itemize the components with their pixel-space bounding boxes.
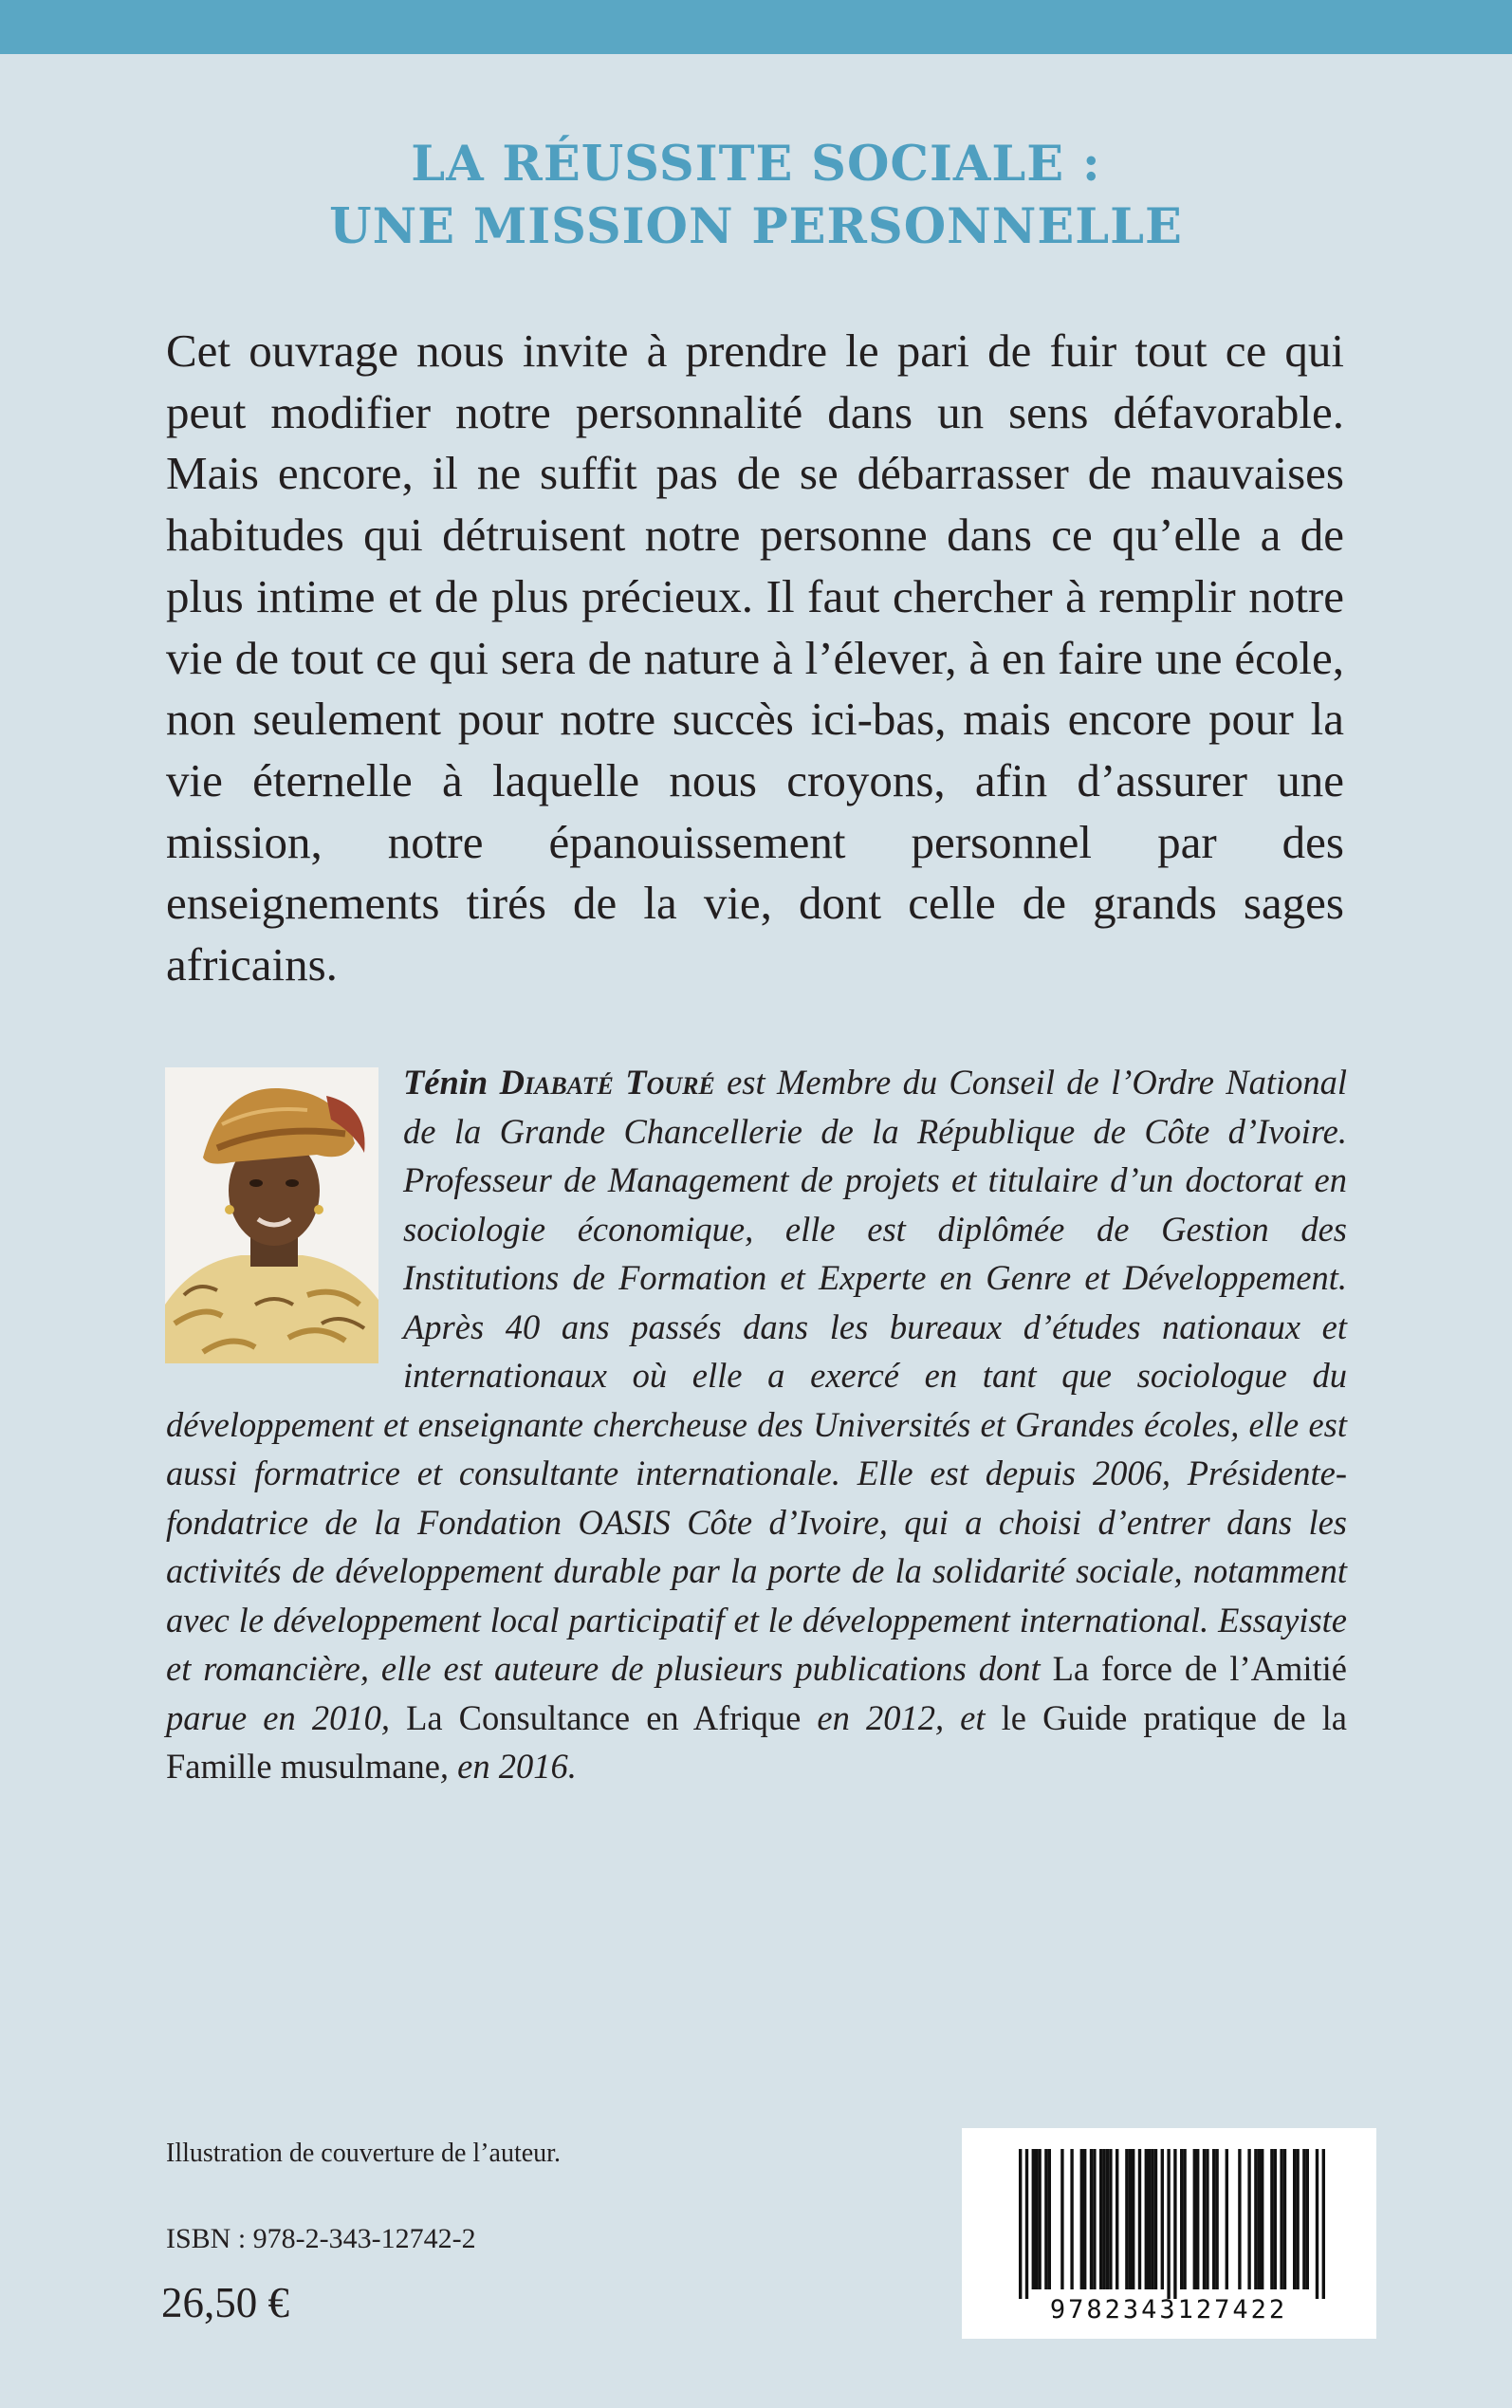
barcode-bar (1203, 2149, 1206, 2289)
barcode-bar (1322, 2149, 1325, 2299)
barcode-bar (1116, 2149, 1118, 2289)
barcode-bar (1302, 2149, 1305, 2289)
title-line-1: LA RÉUSSITE SOCIALE : (411, 136, 1101, 193)
barcode-bar (1226, 2149, 1228, 2289)
barcode-bar (1238, 2149, 1241, 2289)
barcode (962, 2128, 1376, 2339)
barcode-bar (1270, 2149, 1273, 2289)
barcode-graphic (962, 2128, 1376, 2339)
barcode-bar (1247, 2149, 1250, 2289)
barcode-bar (1280, 2149, 1282, 2289)
barcode-bar (1161, 2149, 1164, 2289)
barcode-bar (1090, 2149, 1093, 2289)
barcode-bar (1196, 2149, 1199, 2289)
barcode-bar (1044, 2149, 1047, 2289)
barcode-bar (1274, 2149, 1277, 2289)
barcode-bar (1145, 2149, 1148, 2289)
book-title-1: La force de l’Amitié (1052, 1649, 1347, 1688)
barcode-bar (1032, 2149, 1035, 2289)
barcode-bar (1125, 2149, 1128, 2289)
author-first-name: Ténin (403, 1063, 489, 1102)
barcode-bar (1193, 2149, 1196, 2289)
barcode-bar (1151, 2149, 1153, 2289)
title-line-2: UNE MISSION PERSONNELLE (329, 198, 1183, 255)
top-color-band (0, 0, 1512, 54)
barcode-bar (1093, 2149, 1096, 2289)
barcode-bar (1258, 2149, 1261, 2289)
barcode-bar (1035, 2149, 1038, 2289)
bio-text-4: , en 2016. (439, 1747, 577, 1786)
book-price: 26,50 € (161, 2279, 289, 2326)
barcode-bar (1316, 2149, 1318, 2299)
barcode-bar (1132, 2149, 1134, 2289)
barcode-bar (1070, 2149, 1073, 2289)
barcode-bar (1080, 2149, 1083, 2289)
barcode-bar (1296, 2149, 1299, 2289)
isbn-number: ISBN : 978-2-343-12742-2 (166, 2223, 476, 2254)
portrait-spacer (166, 1058, 403, 1354)
summary-blurb: Cet ouvrage nous invite à prendre le pari de fuir tout ce qui peut modifier notre personnalité dans un sens défavorable. Mais encore, il ne suffit pas de se débarrasser de mauvaises habitudes qui détruisent notre personne dans ce qu’elle a de plus intime et de plus précieux. Il faut chercher à remplir notre vie de tout ce qui sera de nature à l’élever, à en faire une école, non seulement pour notre succès ici-bas, mais encore pour la vie éternelle à laquelle nous croyons, afin d’assurer une mission, notre épanouissement personnel par des enseignements tirés de la vie, dont celle de grands sages africains. (166, 324, 1344, 991)
barcode-bar (1129, 2149, 1132, 2289)
barcode-bar (1102, 2149, 1105, 2289)
barcode-bar (1154, 2149, 1157, 2289)
barcode-bar (1106, 2149, 1109, 2289)
barcode-bar (1048, 2149, 1051, 2289)
barcode-digits: 9782343127422 (1049, 2295, 1288, 2325)
book-title-2: La Consultance en Afrique (406, 1697, 802, 1737)
cover-illustration-credit: Illustration de couverture de l’auteur. (166, 2139, 561, 2168)
book-title-3: le Guide pratique de la Famille musulmane (166, 1697, 1347, 1786)
barcode-bar (1038, 2149, 1041, 2289)
barcode-bar (1293, 2149, 1296, 2289)
barcode-bar (1148, 2149, 1151, 2289)
book-title (0, 133, 1512, 258)
barcode-bar (1109, 2149, 1112, 2289)
barcode-bar (1019, 2149, 1022, 2299)
barcode-bar (1261, 2149, 1263, 2289)
barcode-bar (1180, 2149, 1183, 2289)
barcode-bar (1083, 2149, 1086, 2289)
barcode-bar (1060, 2149, 1063, 2289)
bio-text-2: parue en 2010, (166, 1697, 407, 1737)
author-surname: Diabaté Touré (499, 1063, 715, 1102)
barcode-bar (1215, 2149, 1218, 2289)
barcode-bar (1283, 2149, 1286, 2289)
barcode-bar (1138, 2149, 1141, 2289)
bio-text-3: en 2012, et (801, 1697, 1002, 1737)
barcode-bar (1099, 2149, 1102, 2289)
bio-text-1: est Membre du Conseil de l’Ordre National de la Grande Chancellerie de la République de Côte d’Ivoire. Professeur de Management de projets et titulaire d’un doctorat en sociologie économique, elle est diplômée de Gestion des Institutions de Formation et Experte en Genre et Développement. Après 40 ans passés dans les bureaux d’études nationaux et internationaux où elle a exercé en tant que sociologue du développement et enseignante chercheuse des Universités et Grandes écoles, elle est aussi formatrice et consultante internationale. Elle est depuis 2006, Présidente-fondatrice de la Fondation OASIS Côte d’Ivoire, qui a choisi d’entrer dans les activités de développement durable par la porte de la solidarité sociale, notamment avec le développement local participatif et le développement international. Essayiste et romancière, elle est auteure de plusieurs publications dont (166, 1063, 1348, 1688)
barcode-bar (1306, 2149, 1309, 2289)
barcode-bar (1206, 2149, 1208, 2289)
barcode-bar (1212, 2149, 1215, 2289)
barcode-bar (1183, 2149, 1186, 2289)
author-biography (166, 1058, 1347, 1791)
barcode-bar (1173, 2149, 1176, 2299)
barcode-bar (1025, 2149, 1028, 2299)
barcode-bar (1254, 2149, 1257, 2289)
barcode-bar (1167, 2149, 1170, 2299)
